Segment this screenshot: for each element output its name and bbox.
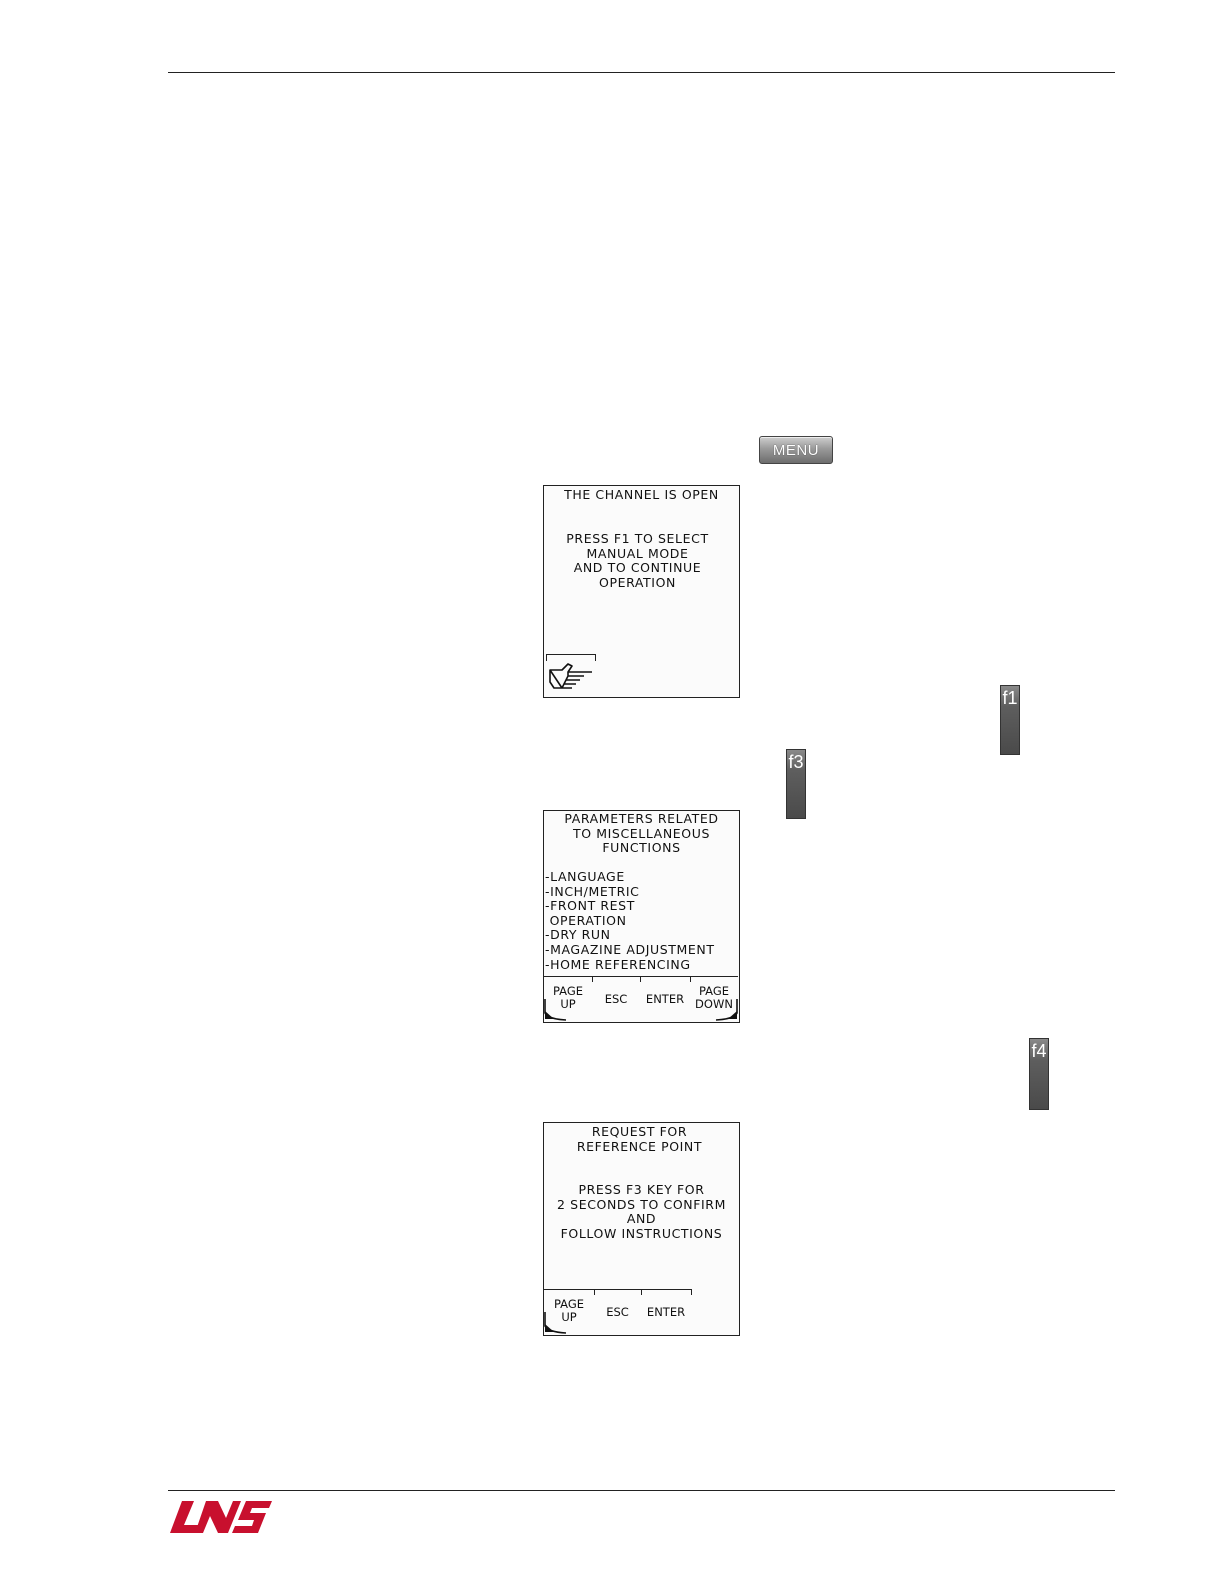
screen-line: PRESS F1 TO SELECT (566, 531, 709, 546)
softkey-label: ENTER (645, 992, 685, 1006)
screen-line: PRESS F3 KEY FOR (578, 1182, 705, 1197)
corner-bracket-left-icon (544, 999, 568, 1021)
softkey-divider (690, 976, 691, 982)
screen-title-line: FUNCTIONS (602, 840, 681, 856)
softkey-label: PAGE DOWN (695, 984, 733, 1011)
screen-line: FOLLOW INSTRUCTIONS (560, 1225, 723, 1241)
screen-title-line: PARAMETERS RELATED (564, 811, 719, 826)
lcd-screen-channel-open (543, 485, 740, 698)
f1-key-label: f1 (1002, 688, 1018, 708)
lcd-screen-misc-parameters (543, 810, 740, 1023)
screen-title: THE CHANNEL IS OPEN (564, 487, 719, 502)
softkey-label: PAGE UP (553, 1297, 585, 1324)
softkey-esc (594, 1289, 641, 1334)
menu-item-language: -LANGUAGE (545, 869, 625, 884)
screen-line: MANUAL MODE (586, 545, 689, 561)
softkey-enter (641, 1289, 691, 1334)
footer-rule (168, 1490, 1115, 1491)
screen-line: AND (626, 1211, 657, 1227)
f4-key-label: f4 (1031, 1041, 1047, 1061)
pointing-hand-icon (548, 660, 594, 692)
softkey-label: ESC (604, 992, 628, 1006)
menu-item-magazine-adjustment: -MAGAZINE ADJUSTMENT (545, 941, 715, 957)
screen-line: 2 SECONDS TO CONFIRM (557, 1196, 726, 1212)
f1-key-icon (1000, 685, 1020, 755)
softkey-esc (592, 976, 640, 1021)
lns-logo (170, 1500, 272, 1534)
screen-title-line: TO MISCELLANEOUS (572, 825, 711, 841)
softkey-divider (594, 1289, 595, 1295)
softkey-divider (641, 1289, 642, 1295)
menu-key-label: MENU (772, 441, 820, 459)
screen-title-line: REQUEST FOR (591, 1124, 688, 1139)
menu-item-home-referencing: -HOME REFERENCING (545, 956, 691, 972)
softkey-divider (691, 1289, 692, 1295)
menu-item-front-rest: -FRONT REST (545, 898, 635, 914)
f3-key-icon (786, 749, 806, 819)
softkey-divider (592, 976, 593, 982)
f3-key-label: f3 (788, 752, 804, 772)
softkey-bar (544, 1289, 692, 1335)
softkey-divider (640, 976, 641, 982)
softkey-label: ESC (606, 1305, 629, 1319)
softkey-enter (640, 976, 690, 1021)
f4-key-icon (1029, 1038, 1049, 1110)
lcd-screen-reference-request (543, 1122, 740, 1336)
corner-bracket-left-icon (544, 1312, 568, 1334)
softkey-label: ENTER (646, 1305, 686, 1319)
screen-title-line: REFERENCE POINT (576, 1138, 703, 1154)
menu-item-dry-run: -DRY RUN (545, 927, 611, 943)
menu-key-icon (759, 436, 833, 464)
corner-bracket-right-icon (714, 999, 738, 1021)
softkey-label: PAGE UP (552, 984, 584, 1011)
menu-item-front-rest-cont: OPERATION (545, 912, 627, 928)
header-rule (168, 72, 1115, 73)
menu-item-inch-metric: -INCH/METRIC (545, 883, 640, 899)
screen-line: OPERATION (599, 574, 676, 590)
screen-line: AND TO CONTINUE (573, 560, 702, 576)
softkey-bar (544, 976, 738, 1022)
